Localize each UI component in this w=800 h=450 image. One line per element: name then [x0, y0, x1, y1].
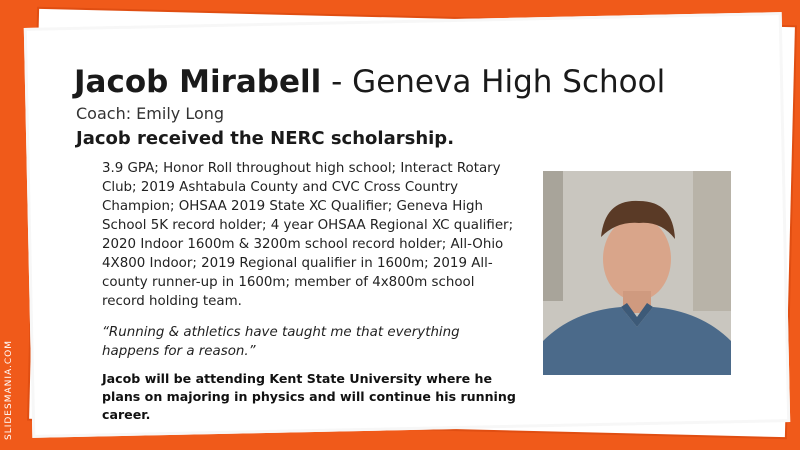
- watermark: SLIDESMANIA.COM: [4, 339, 14, 440]
- student-photo: [543, 171, 731, 375]
- bio-paragraph: 3.9 GPA; Honor Roll throughout high school; Interact Rotary Club; 2019 Ashtabula County and CVC Cross Country Champion; OHSAA 2019 State XC Qualifier; Geneva High School 5K record holder; 4 year OHSAA Regional XC qualifier; 2020 Indoor 1600m & 3200m school record holder; All-Ohio 4X800 Indoor; 2019 Regional qualifier in 1600m; 2019 All-county runner-up in 1600m; member of 4x800m school record holding team.: [102, 161, 514, 309]
- student-quote: “Running & athletics have taught me that everything happens for a reason.”: [102, 325, 460, 359]
- coach-line: Coach: Emily Long: [76, 104, 225, 123]
- student-name: Jacob Mirabell: [74, 64, 322, 100]
- portrait-image: [543, 171, 731, 375]
- scholarship-heading: Jacob received the NERC scholarship.: [76, 128, 455, 149]
- college-plans: Jacob will be attending Kent State University where he plans on majoring in physics and will continue his running career.: [102, 371, 516, 422]
- title-separator: -: [321, 64, 353, 100]
- slide-title: [74, 64, 665, 100]
- school-name: Geneva High School: [352, 64, 666, 100]
